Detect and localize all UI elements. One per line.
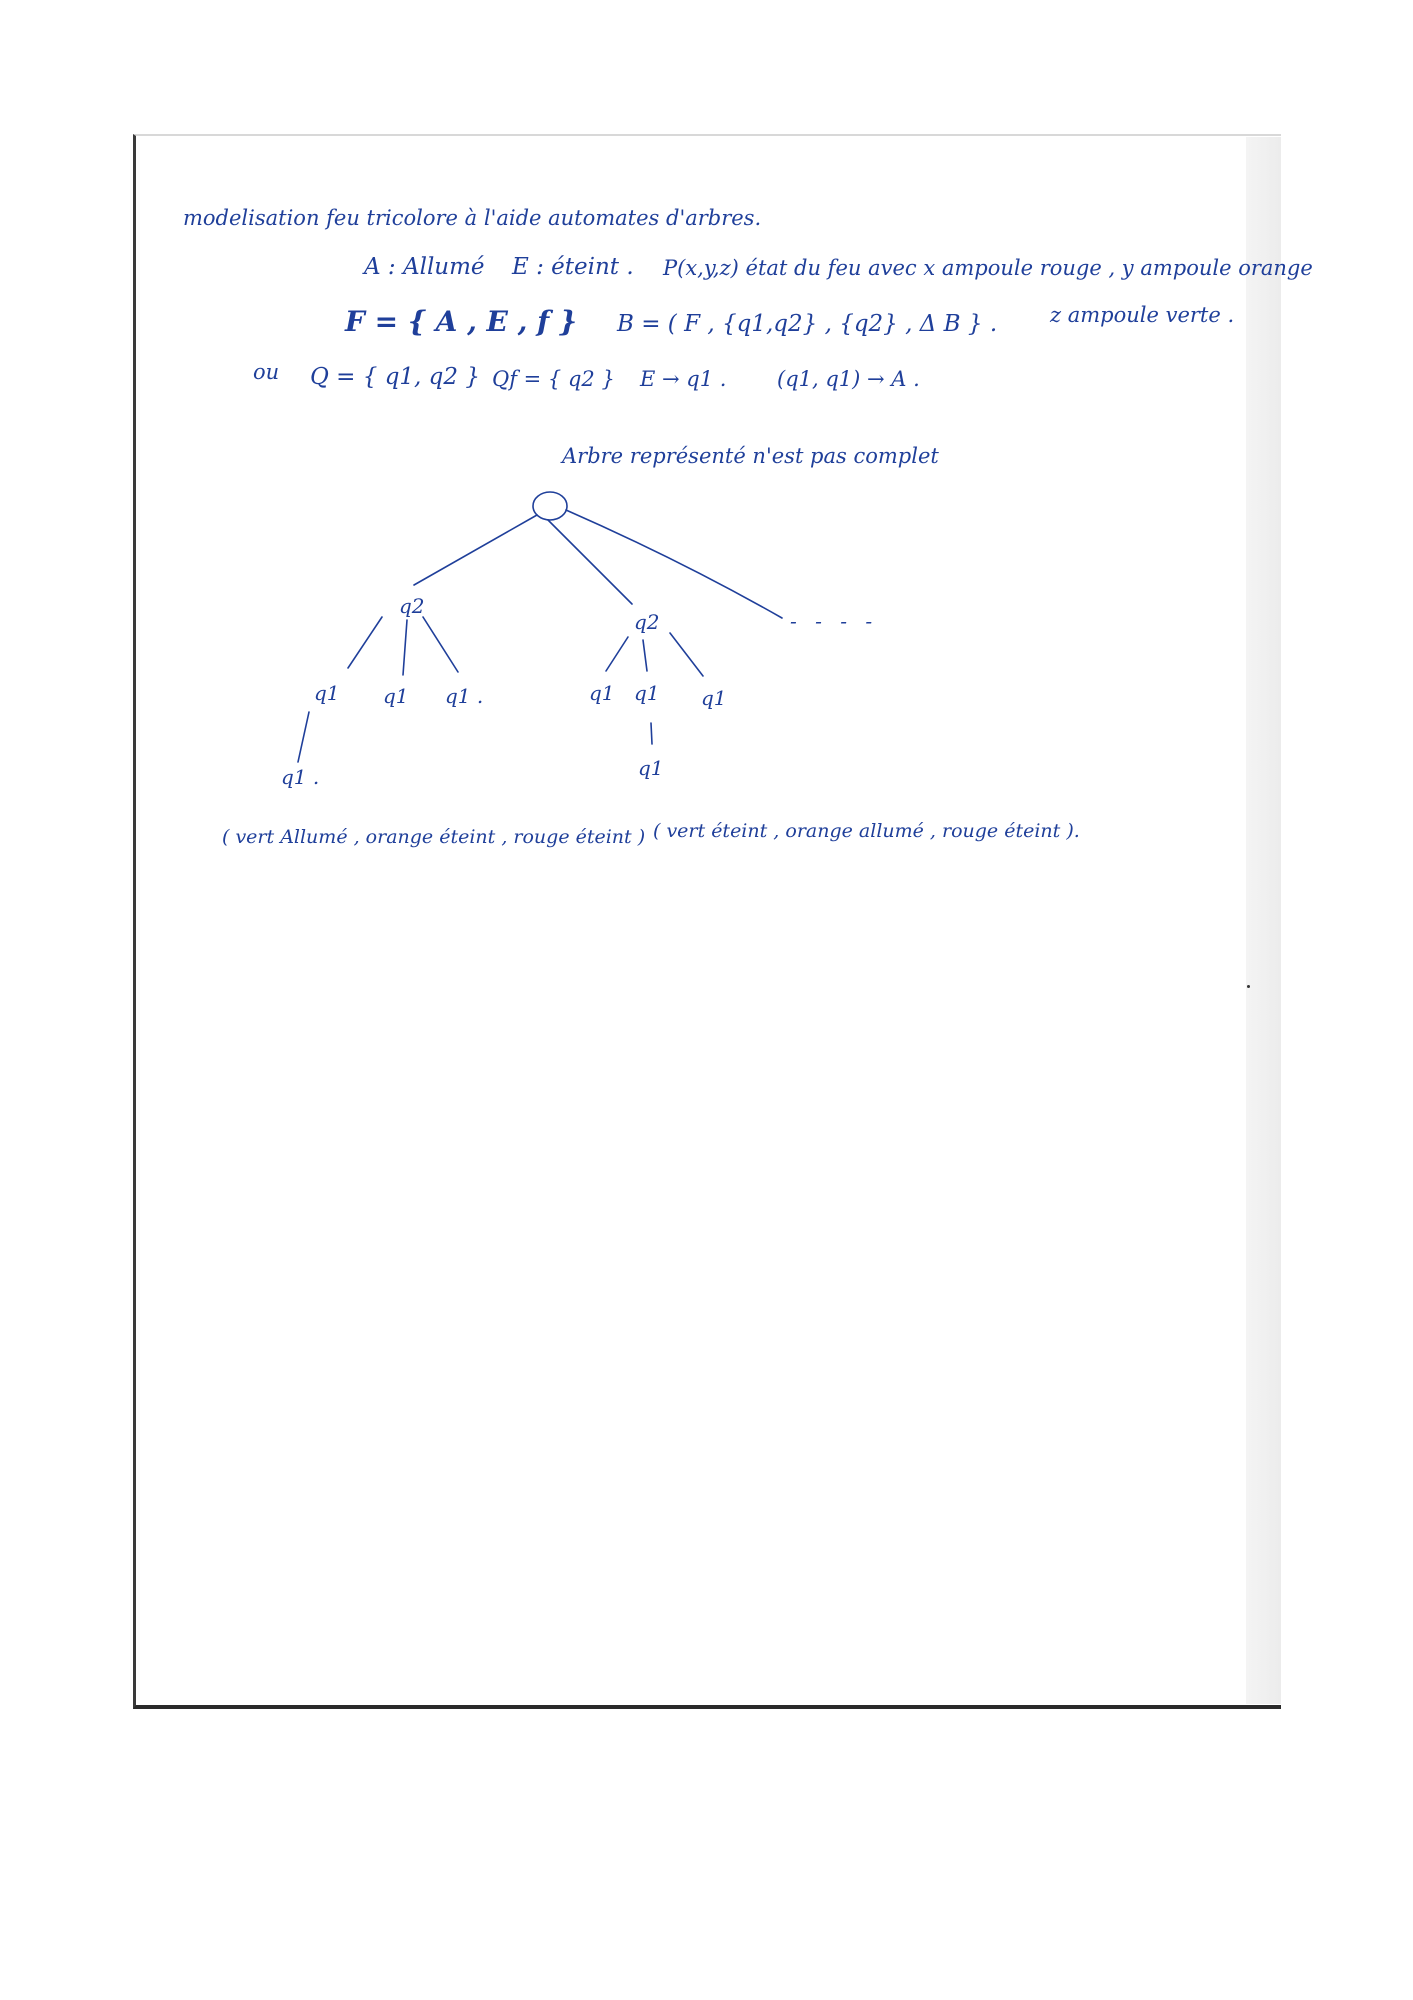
definition-state-cont: z ampoule verte .: [1050, 303, 1235, 327]
edge-middle-child-3: [670, 633, 703, 676]
tree-node-left-child-3: q1 .: [445, 684, 484, 708]
tree-node-left-grandchild: q1 .: [281, 765, 320, 789]
caption-left-state: ( vert Allumé , orange éteint , rouge éteint ): [222, 826, 646, 848]
edge-middle-child-2: [643, 640, 647, 671]
edge-left-child-3: [423, 617, 458, 672]
tree-node-left-q2: q2: [399, 594, 425, 618]
tree-root-node: [533, 492, 567, 520]
edge-root-right: [566, 510, 782, 618]
transition-rule-2: (q1, q1) → A .: [777, 367, 920, 391]
scan-speck: [1247, 985, 1250, 988]
definition-state: P(x,y,z) état du feu avec x ampoule rouge , y ampoule orange: [663, 256, 1313, 280]
tree-node-left-child-1: q1: [314, 681, 340, 705]
transition-rule-1: E → q1 .: [640, 367, 727, 391]
tree-ellipsis: - - - -: [790, 609, 879, 633]
edge-root-left: [414, 515, 537, 585]
automaton-definition: B = ( F , {q1,q2} , {q2} , Δ B } .: [617, 311, 998, 337]
tree-node-middle-child-2: q1: [634, 681, 660, 705]
edge-middle-child-1: [606, 637, 628, 671]
notes-title: modelisation feu tricolore à l'aide automates d'arbres.: [183, 206, 762, 230]
definition-allume: A : Allumé: [364, 254, 485, 280]
tree-node-middle-child-3: q1: [701, 686, 727, 710]
alphabet-definition: F = { A , E , f }: [345, 305, 577, 338]
tree-node-left-child-2: q1: [383, 684, 409, 708]
tree-node-middle-grandchild: q1: [638, 756, 664, 780]
states-definition: Q = { q1, q2 }: [310, 364, 480, 390]
edge-middle-grandchild: [651, 723, 652, 744]
tree-caption: Arbre représenté n'est pas complet: [562, 444, 939, 468]
edge-left-child-1: [348, 617, 382, 668]
edge-root-middle: [548, 520, 632, 604]
edge-left-grandchild: [298, 712, 309, 762]
tree-node-middle-q2: q2: [634, 610, 660, 634]
definition-eteint: E : éteint .: [512, 254, 634, 280]
edge-left-child-2: [403, 620, 407, 675]
tree-node-middle-child-1: q1: [589, 681, 615, 705]
caption-right-state: ( vert éteint , orange allumé , rouge éteint ).: [653, 820, 1080, 842]
final-states-definition: Qf = { q2 }: [492, 367, 615, 391]
ou-label: ou: [253, 360, 280, 384]
